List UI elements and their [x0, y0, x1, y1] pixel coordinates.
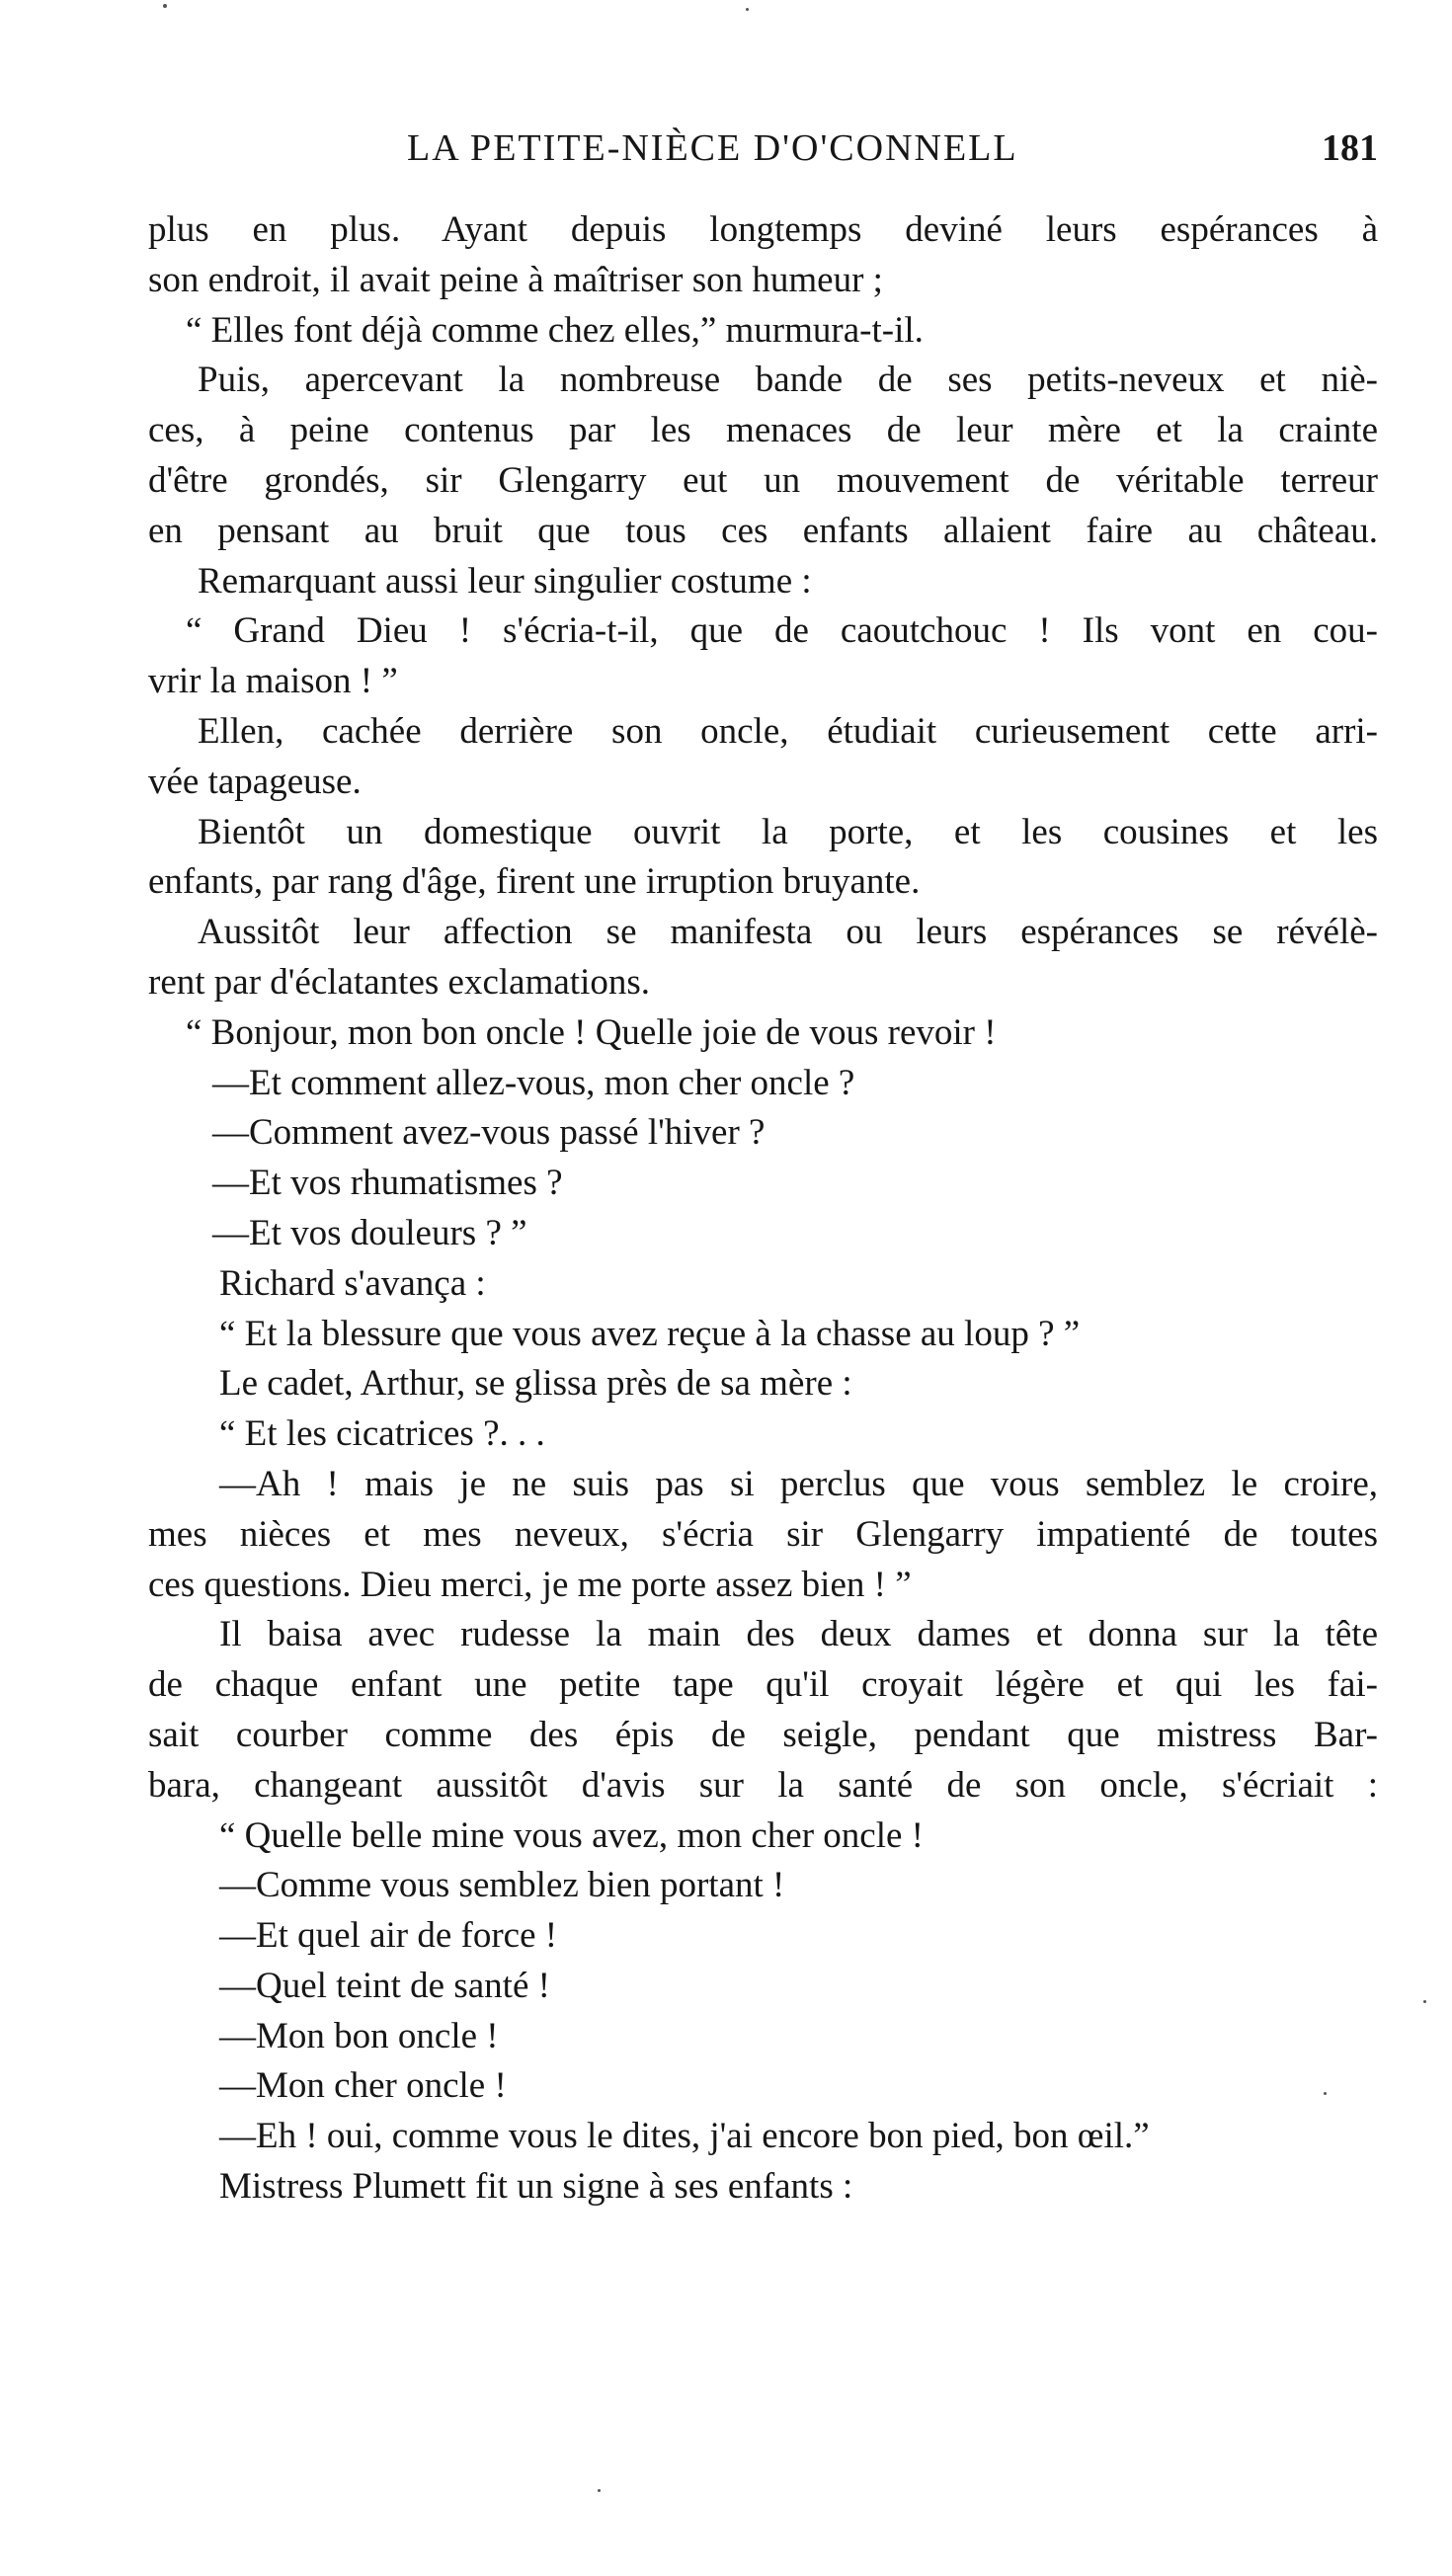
text-line: —Et vos rhumatismes ? [212, 1163, 563, 1204]
text-line: —Et vos douleurs ? ” [212, 1212, 527, 1253]
text-line: —Ah ! mais je ne suis pas si perclus que vous semblez le croire, [219, 1463, 1378, 1504]
running-title: LA PETITE-NIÈCE D'O'CONNELL [407, 127, 1018, 169]
text-line: Remarquant aussi leur singulier costume : [198, 560, 812, 602]
text-line: ces questions. Dieu merci, je me porte assez bien ! ” [148, 1564, 912, 1605]
text-line: Le cadet, Arthur, se glissa près de sa mère : [219, 1363, 852, 1405]
text-line: —Eh ! oui, comme vous le dites, j'ai encore bon pied, bon œil.” [219, 2116, 1150, 2157]
text-line: —Comme vous semblez bien portant ! [219, 1865, 785, 1906]
scan-speck [746, 8, 749, 11]
text-line: “ Et la blessure que vous avez reçue à la chasse au loup ? ” [219, 1313, 1081, 1354]
text-line: “ Quelle belle mine vous avez, mon cher oncle ! [219, 1814, 924, 1856]
scan-speck [1324, 2092, 1327, 2095]
text-line: “ Bonjour, mon bon oncle ! Quelle joie de vous revoir ! [186, 1011, 997, 1053]
text-line: Mistress Plumett fit un signe à ses enfants : [219, 2166, 853, 2208]
text-line: d'être grondés, sir Glengarry eut un mouvement de véritable terreur [148, 459, 1378, 501]
text-line: enfants, par rang d'âge, firent une irruption bruyante. [148, 861, 921, 903]
text-line: —Et quel air de force ! [219, 1915, 558, 1957]
text-line: Aussitôt leur affection se manifesta ou leurs espérances se révélè- [198, 912, 1378, 953]
text-line: “ Elles font déjà comme chez elles,” murmura-t-il. [186, 309, 924, 351]
page-header [148, 126, 1378, 186]
text-line: —Mon bon oncle ! [219, 2015, 499, 2056]
text-line: de chaque enfant une petite tape qu'il croyait légère et qui les fai- [148, 1664, 1378, 1706]
text-line: Richard s'avança : [219, 1262, 486, 1304]
scan-speck [163, 4, 167, 8]
text-line: —Comment avez-vous passé l'hiver ? [212, 1112, 766, 1154]
scan-speck [598, 2489, 601, 2492]
text-line: vrir la maison ! ” [148, 661, 398, 702]
text-line: en pensant au bruit que tous ces enfants allaient faire au château. [148, 510, 1378, 551]
text-line: Bientôt un domestique ouvrit la porte, et les cousines et les [198, 811, 1378, 852]
text-line: Il baisa avec rudesse la main des deux dames et donna sur la tête [219, 1614, 1378, 1655]
scan-speck [1423, 2000, 1426, 2003]
text-line: ces, à peine contenus par les menaces de leur mère et la crainte [148, 410, 1378, 451]
text-line: —Et comment allez-vous, mon cher oncle ? [212, 1062, 855, 1103]
text-line: rent par d'éclatantes exclamations. [148, 961, 650, 1003]
text-line: “ Et les cicatrices ?. . . [219, 1413, 545, 1455]
text-line: sait courber comme des épis de seigle, pendant que mistress Bar- [148, 1714, 1378, 1755]
text-line: son endroit, il avait peine à maîtriser son humeur ; [148, 259, 883, 300]
page-number: 181 [1322, 127, 1378, 169]
text-line: mes nièces et mes neveux, s'écria sir Glengarry impatienté de toutes [148, 1513, 1378, 1555]
text-line: —Mon cher oncle ! [219, 2065, 507, 2107]
body-text [148, 205, 1378, 2213]
text-line: “ Grand Dieu ! s'écria-t-il, que de caoutchouc ! Ils vont en cou- [186, 610, 1378, 652]
text-line: Puis, apercevant la nombreuse bande de ses petits-neveux et niè- [198, 360, 1378, 401]
text-line: vée tapageuse. [148, 761, 362, 802]
text-line: —Quel teint de santé ! [219, 1965, 550, 2006]
text-line: bara, changeant aussitôt d'avis sur la santé de son oncle, s'écriait : [148, 1764, 1378, 1806]
text-line: Ellen, cachée derrière son oncle, étudiait curieusement cette arri- [198, 710, 1378, 752]
text-line: plus en plus. Ayant depuis longtemps deviné leurs espérances à [148, 209, 1378, 250]
